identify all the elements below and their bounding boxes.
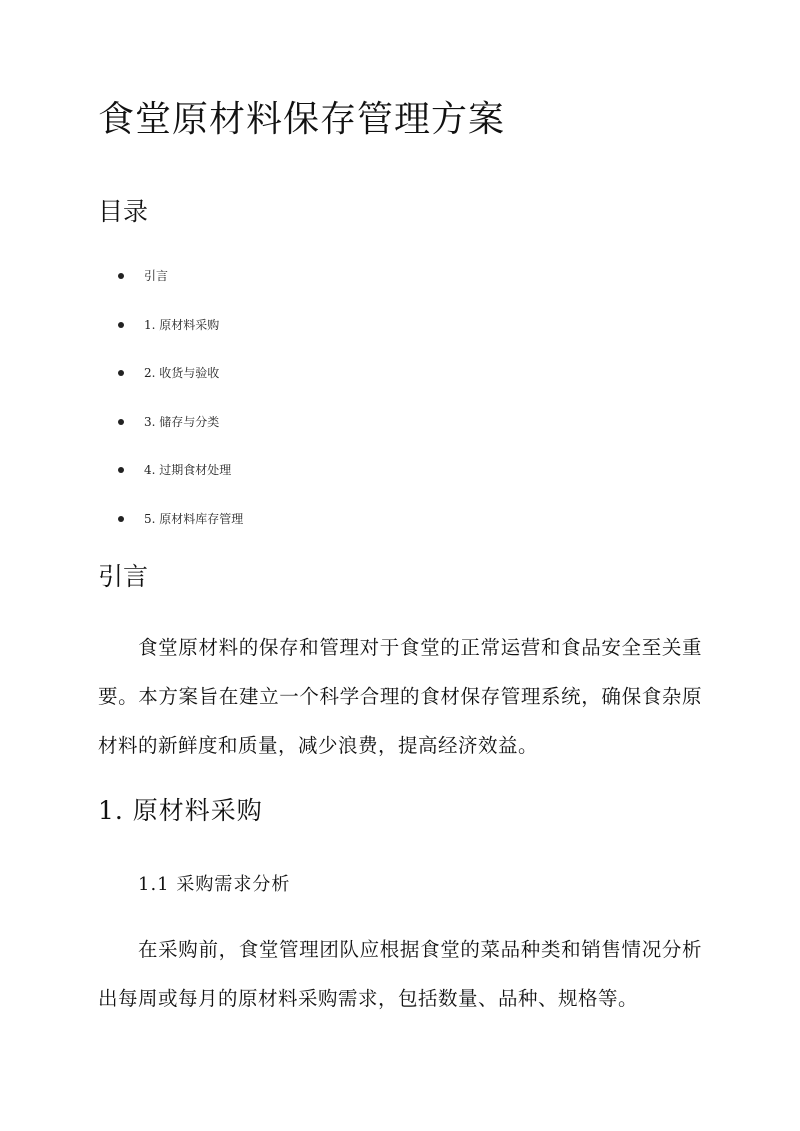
document-title: 食堂原材料保存管理方案	[98, 99, 506, 140]
toc-item-label: 1. 原材料采购	[144, 317, 220, 332]
bullet-icon	[118, 370, 124, 376]
intro-paragraph: 食堂原材料的保存和管理对于食堂的正常运营和食品安全至关重要。本方案旨在建立一个科学合理的食材保存管理系统，确保食杂原材料的新鲜度和质量，减少浪费，提高经济效益。	[98, 636, 702, 757]
toc-item-label: 引言	[144, 269, 169, 283]
toc-item[interactable]	[118, 456, 243, 505]
section-1-heading: 1. 原材料采购	[98, 796, 263, 825]
subsection-1-1-paragraph: 在采购前，食堂管理团队应根据食堂的菜品种类和销售情况分析出每周或每月的原材料采购需求，包括数量、品种、规格等。	[98, 938, 702, 1010]
toc-item[interactable]	[118, 262, 243, 311]
subsection-1-1-heading: 1.1 采购需求分析	[138, 874, 291, 895]
toc-heading: 目录	[98, 197, 149, 226]
toc-list	[118, 262, 243, 553]
bullet-icon	[118, 516, 124, 522]
bullet-icon	[118, 322, 124, 328]
toc-item[interactable]	[118, 359, 243, 408]
intro-heading: 引言	[98, 562, 149, 591]
toc-item-label: 2. 收货与验收	[144, 366, 220, 380]
bullet-icon	[118, 273, 124, 279]
toc-item[interactable]	[118, 311, 243, 360]
bullet-icon	[118, 467, 124, 473]
toc-item-label: 3. 储存与分类	[144, 414, 220, 429]
toc-item-label: 4. 过期食材处理	[144, 463, 232, 477]
toc-item-label: 5. 原材料库存管理	[144, 511, 244, 526]
toc-item[interactable]	[118, 408, 243, 457]
toc-item[interactable]	[118, 505, 243, 554]
bullet-icon	[118, 419, 124, 425]
